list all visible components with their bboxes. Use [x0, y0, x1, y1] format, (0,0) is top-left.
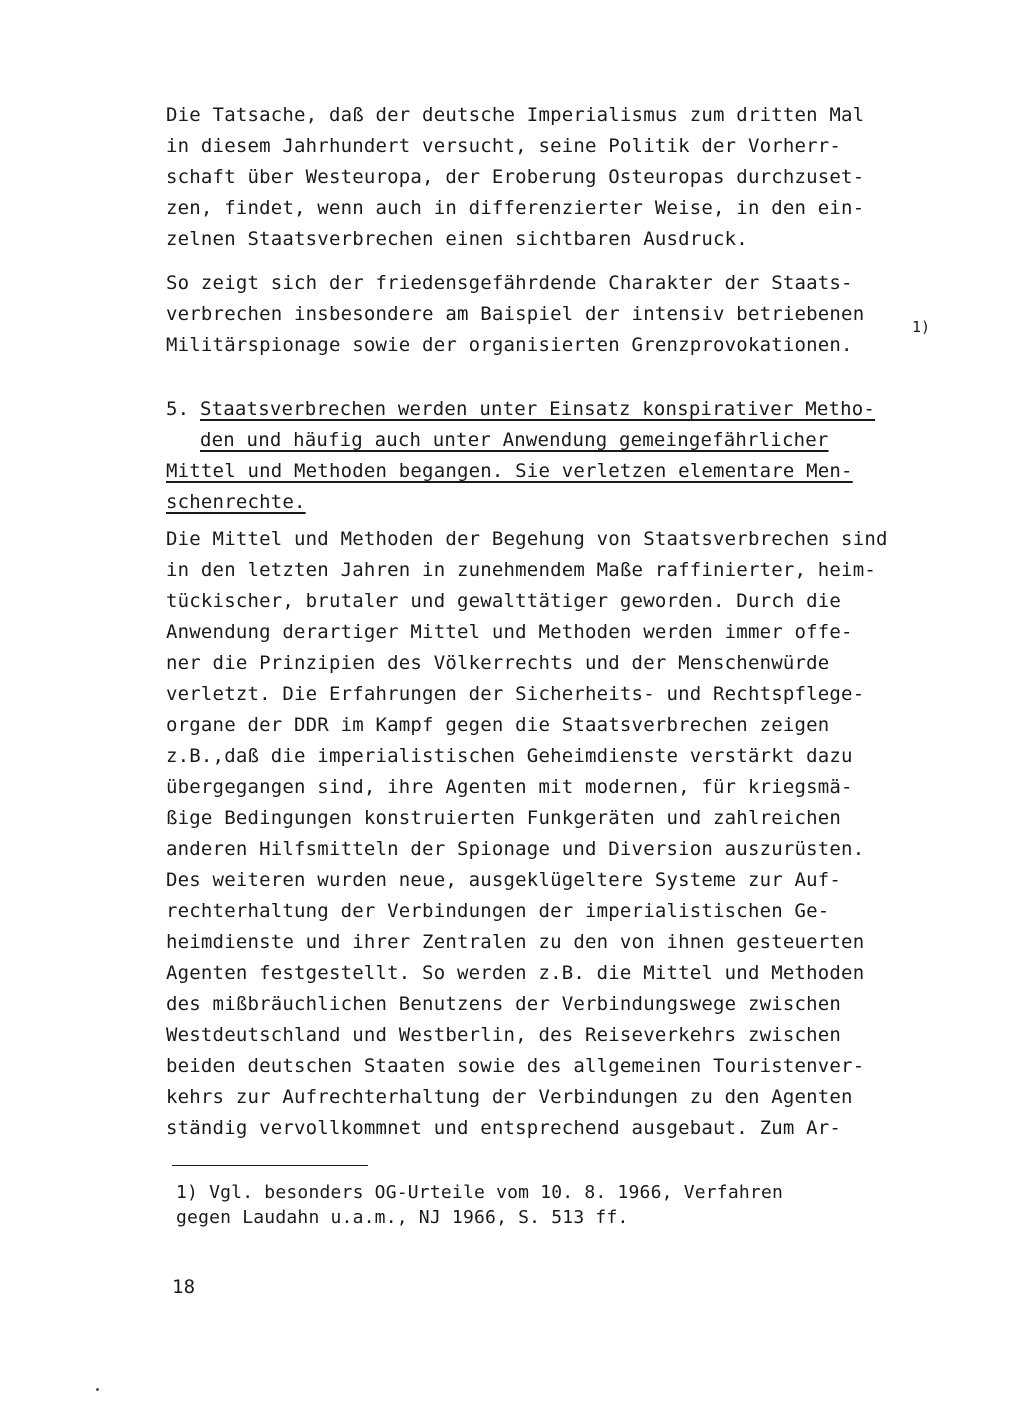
- text-line: Anwendung derartiger Mittel und Methoden werden immer offe-: [166, 621, 853, 643]
- text-line: Agenten festgestellt. So werden z.B. die Mittel und Methoden: [166, 962, 865, 984]
- heading-line: schenrechte.: [166, 491, 306, 513]
- text-line: So zeigt sich der friedensgefährdende Charakter der Staats-: [166, 272, 853, 294]
- heading-line: den und häufig auch unter Anwendung gemeingefährlicher: [200, 429, 829, 451]
- text-line: rechterhaltung der Verbindungen der imperialistischen Ge-: [166, 900, 830, 922]
- text-line: verbrechen insbesondere am Baispiel der intensiv betriebenen: [166, 303, 865, 325]
- text-line: organe der DDR im Kampf gegen die Staatsverbrechen zeigen: [166, 714, 830, 736]
- footnote-line: gegen Laudahn u.a.m., NJ 1966, S. 513 ff.: [176, 1207, 629, 1228]
- text-line: Westdeutschland und Westberlin, des Reiseverkehrs zwischen: [166, 1024, 842, 1046]
- footnote-rule: [172, 1165, 368, 1166]
- text-line: in den letzten Jahren in zunehmendem Maße raffinierter, heim-: [166, 559, 876, 581]
- text-line: heimdienste und ihrer Zentralen zu den von ihnen gesteuerten: [166, 931, 865, 953]
- page-number: 18: [172, 1276, 196, 1298]
- heading-5-continued: [200, 425, 829, 456]
- footnote: [176, 1180, 783, 1230]
- text-line: kehrs zur Aufrechterhaltung der Verbindungen zu den Agenten: [166, 1086, 853, 1108]
- text-line: Die Mittel und Methoden der Begehung von Staatsverbrechen sind: [166, 528, 888, 550]
- text-line: in diesem Jahrhundert versucht, seine Politik der Vorherr-: [166, 135, 842, 157]
- paragraph-2: [166, 268, 864, 361]
- text-line: ständig vervollkommnet und entsprechend ausgebaut. Zum Ar-: [166, 1117, 842, 1139]
- text-line: ßige Bedingungen konstruierten Funkgeräten und zahlreichen: [166, 807, 842, 829]
- text-line: tückischer, brutaler und gewalttätiger geworden. Durch die: [166, 590, 842, 612]
- text-line: des mißbräuchlichen Benutzens der Verbindungswege zwischen: [166, 993, 842, 1015]
- text-line: zelnen Staatsverbrechen einen sichtbaren Ausdruck.: [166, 228, 748, 250]
- text-line: z.B.,daß die imperialistischen Geheimdienste verstärkt dazu: [166, 745, 853, 767]
- heading-5-continued: [166, 456, 853, 518]
- text-line: Des weiteren wurden neue, ausgeklügeltere Systeme zur Auf-: [166, 869, 842, 891]
- footnote-marker: 1): [912, 318, 931, 336]
- heading-number: 5.: [166, 398, 190, 420]
- text-line: zen, findet, wenn auch in differenzierter Weise, in den ein-: [166, 197, 865, 219]
- text-line: schaft über Westeuropa, der Eroberung Osteuropas durchzuset-: [166, 166, 865, 188]
- paragraph-3: [166, 524, 888, 1144]
- text-line: ner die Prinzipien des Völkerrechts und der Menschenwürde: [166, 652, 830, 674]
- footnote-line: 1) Vgl. besonders OG-Urteile vom 10. 8. 1966, Verfahren: [176, 1182, 784, 1203]
- text-line: Militärspionage sowie der organisierten Grenzprovokationen.: [166, 334, 853, 356]
- text-line: übergegangen sind, ihre Agenten mit modernen, für kriegsmä-: [166, 776, 853, 798]
- text-line: verletzt. Die Erfahrungen der Sicherheits- und Rechtspflege-: [166, 683, 865, 705]
- heading-5: [200, 394, 875, 425]
- text-line: anderen Hilfsmitteln der Spionage und Diversion auszurüsten.: [166, 838, 865, 860]
- text-line: Die Tatsache, daß der deutsche Imperialismus zum dritten Mal: [166, 104, 865, 126]
- paragraph-1: [166, 100, 864, 255]
- heading-line: Staatsverbrechen werden unter Einsatz konspirativer Metho-: [200, 398, 876, 420]
- heading-line: Mittel und Methoden begangen. Sie verletzen elementare Men-: [166, 460, 853, 482]
- scan-speck: [96, 1388, 99, 1391]
- text-line: beiden deutschen Staaten sowie des allgemeinen Touristenver-: [166, 1055, 865, 1077]
